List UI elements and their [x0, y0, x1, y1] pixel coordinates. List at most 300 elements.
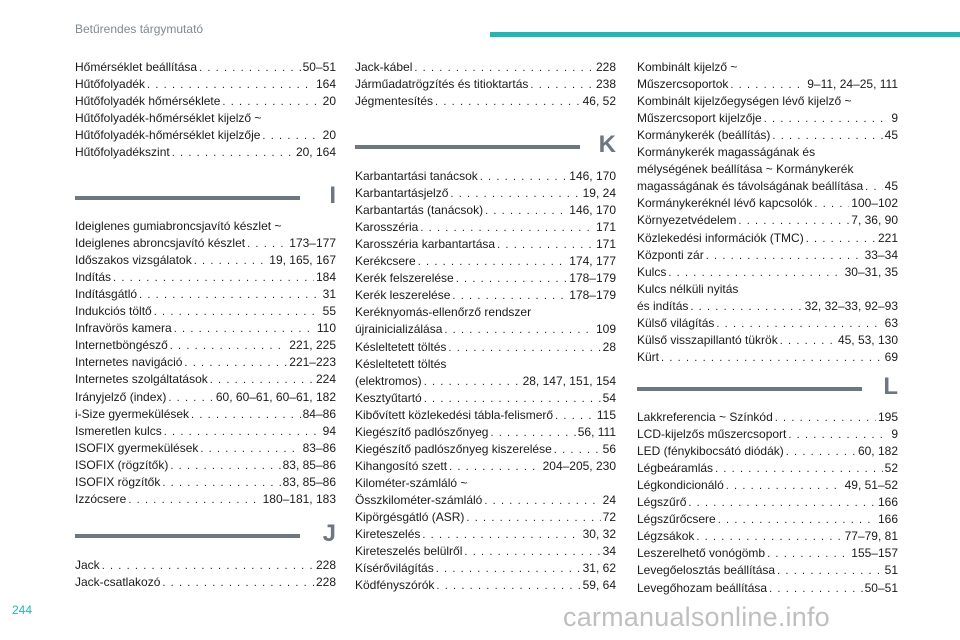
dot-leader	[772, 128, 882, 145]
entry-pages: 20	[322, 94, 336, 109]
dot-leader	[738, 213, 849, 230]
entry-term: Légszűrő	[637, 495, 687, 510]
index-entry	[637, 178, 898, 195]
dot-leader	[418, 254, 568, 271]
index-entry	[637, 426, 898, 443]
entry-pages: 9	[891, 111, 898, 126]
running-header: Betűrendes tárgymutató	[75, 22, 204, 36]
index-entry	[355, 526, 616, 543]
index-entry	[637, 580, 898, 597]
index-entry	[75, 406, 336, 423]
entry-pages: 49, 51–52	[844, 478, 898, 493]
index-entry	[637, 528, 898, 545]
entry-term: Jack-csatlakozó	[75, 575, 161, 590]
dot-leader	[865, 179, 882, 196]
entry-pages: 83–86	[302, 440, 336, 455]
entry-term: Kísérővilágítás	[355, 561, 434, 576]
index-entry	[355, 458, 616, 475]
index-entry	[355, 76, 616, 93]
entry-term: Ideiglenes abroncsjavító készlet	[75, 236, 246, 251]
entry-term: Kombinált kijelző ~	[637, 60, 738, 74]
index-entry	[355, 219, 616, 236]
dot-leader	[780, 333, 836, 350]
entry-pages: 28	[602, 339, 616, 354]
dot-leader	[688, 495, 876, 512]
entry-term: Járműadatrögzítés és titioktartás	[355, 77, 529, 92]
index-entry	[637, 127, 898, 144]
entry-pages: 20	[322, 128, 336, 143]
section-letter: L	[883, 373, 898, 400]
entry-term: Kormánykerék (beállítás)	[637, 128, 771, 143]
index-entry	[637, 59, 898, 76]
entry-pages: 59, 64	[582, 578, 616, 593]
entry-term: Külső világítás	[637, 315, 715, 330]
dot-leader	[191, 407, 301, 424]
entry-pages: 50–51	[302, 60, 336, 74]
entry-term: Indukciós töltő	[75, 304, 152, 319]
entry-term: Internetes navigáció	[75, 355, 183, 370]
section-letter: K	[598, 131, 616, 158]
entry-pages: 72	[602, 510, 616, 524]
index-entry	[637, 195, 898, 212]
index-entry	[75, 235, 336, 252]
entry-term: és indítás	[637, 298, 689, 313]
section-divider	[75, 196, 300, 200]
dot-leader	[113, 270, 314, 287]
entry-pages: 30–31, 35	[844, 264, 898, 279]
dot-leader	[456, 271, 568, 288]
entry-term: Késleltetett töltés	[355, 356, 447, 371]
entry-term: Karbantartásjelző	[355, 186, 449, 201]
entry-term: mélységének beállítása ~ Kormánykerék	[637, 162, 854, 177]
index-entry	[355, 424, 616, 441]
entry-pages: 238	[595, 77, 616, 92]
entry-term: Hőmérséklet beállítása	[75, 60, 198, 74]
entry-term: Kireteszelés belülről	[355, 544, 463, 559]
dot-leader	[222, 94, 320, 111]
index-entry	[637, 545, 898, 562]
entry-pages: 33–34	[864, 247, 898, 262]
entry-pages: 224	[315, 372, 336, 387]
dot-leader	[485, 203, 567, 220]
index-entry	[75, 354, 336, 371]
entry-pages: 30, 32	[582, 527, 616, 542]
dot-leader	[424, 391, 601, 408]
index-entry	[75, 337, 336, 354]
entry-term: ISOFIX (rögzítők)	[75, 457, 169, 472]
dot-leader	[170, 338, 288, 355]
index-entry	[637, 76, 898, 93]
index-entry	[637, 264, 898, 281]
dot-leader	[414, 60, 594, 77]
entry-pages: 46, 52	[582, 94, 616, 109]
entry-term: Kerékcsere	[355, 254, 416, 269]
entry-term: Kulcs	[637, 264, 667, 279]
watermark: carmanualsonline.info	[563, 602, 830, 632]
entry-pages: 77–79, 81	[844, 529, 898, 544]
entry-term: Hűtőfolyadék-hőmérséklet kijelzője	[75, 128, 261, 143]
entry-term: Hűtőfolyadék-hőmérséklet kijelző ~	[75, 111, 262, 126]
entry-term: Internetes szolgáltatások	[75, 372, 208, 387]
dot-leader	[769, 581, 863, 598]
entry-term: magasságának és távolságának beállítása	[637, 179, 864, 194]
entry-term: Jégmentesítés	[355, 94, 434, 109]
dot-leader	[814, 196, 849, 213]
index-entry	[355, 560, 616, 577]
entry-term: Infravörös kamera	[75, 321, 172, 336]
index-entry	[75, 218, 336, 235]
dot-leader	[554, 442, 601, 459]
entry-pages: 20, 164	[295, 145, 336, 160]
index-entry	[355, 543, 616, 560]
entry-term: Leszerelhető vonógömb	[637, 546, 766, 561]
entry-pages: 28, 147, 151, 154	[522, 373, 616, 388]
index-entry	[637, 281, 898, 298]
entry-pages: 109	[595, 322, 616, 337]
entry-pages: 45	[884, 128, 898, 143]
dot-leader	[484, 493, 600, 510]
dot-leader	[452, 288, 567, 305]
entry-term: LED (fénykibocsátó diódák)	[637, 444, 784, 459]
entry-term: Indítás	[75, 270, 112, 285]
entry-term: Karosszéria	[355, 220, 419, 235]
entry-term: Légkondicionáló	[637, 478, 724, 493]
index-entry	[637, 409, 898, 426]
entry-term: Kesztyűtartó	[355, 390, 422, 405]
entry-term: Kibővített közlekedési tábla-felismerő	[355, 407, 554, 422]
entry-term: Kulcs nélküli nyitás	[637, 281, 739, 296]
entry-pages: 52	[884, 461, 898, 476]
index-entry	[637, 161, 898, 178]
dot-leader	[162, 575, 314, 592]
entry-term: Kireteszelés	[355, 527, 421, 542]
index-entry	[637, 212, 898, 229]
entry-term: Kiegészítő padlószőnyeg	[355, 424, 489, 439]
entry-term: Légbeáramlás	[637, 461, 714, 476]
dot-leader	[466, 510, 600, 527]
entry-pages: 110	[316, 321, 336, 336]
dot-leader	[764, 111, 890, 128]
dot-leader	[444, 322, 594, 339]
entry-pages: 94	[322, 423, 336, 438]
entry-pages: 164	[315, 77, 336, 92]
dot-leader	[775, 410, 876, 427]
entry-pages: 178–179	[569, 271, 616, 286]
dot-leader	[184, 355, 287, 372]
dot-leader	[690, 299, 802, 316]
entry-pages: 7, 36, 90	[851, 213, 898, 228]
index-entry	[355, 304, 616, 321]
entry-pages: 34	[602, 544, 616, 559]
entry-pages: 228	[315, 575, 336, 590]
entry-term: Indításgátló	[75, 287, 138, 302]
entry-term: ISOFIX rögzítők	[75, 474, 161, 489]
section-divider	[75, 534, 300, 538]
index-entry	[637, 511, 898, 528]
entry-pages: 228	[315, 558, 336, 572]
entry-term: LCD-kijelzős műszercsoport	[637, 427, 787, 442]
index-entry	[355, 492, 616, 509]
entry-pages: 171	[595, 237, 616, 252]
dot-leader	[436, 578, 580, 595]
entry-term: Levegőelosztás beállítása	[637, 563, 776, 578]
section-divider	[355, 145, 580, 149]
dot-leader	[490, 425, 575, 442]
entry-term: Karbantartás (tanácsok)	[355, 203, 484, 218]
entry-term: Műszercsoportok	[637, 77, 729, 92]
index-entry	[637, 477, 898, 494]
dot-leader	[139, 287, 321, 304]
entry-pages: 31, 62	[582, 561, 616, 576]
entry-term: Kilométer-számláló ~	[355, 475, 468, 490]
index-entry	[75, 110, 336, 127]
entry-term: Jack-kábel	[355, 60, 413, 74]
dot-leader	[706, 248, 863, 265]
entry-pages: 60, 60–61, 60–61, 182	[215, 389, 336, 404]
index-entry	[355, 185, 616, 202]
dot-leader	[200, 441, 300, 458]
dot-leader	[786, 444, 856, 461]
index-entry	[75, 320, 336, 337]
dot-leader	[730, 77, 805, 94]
entry-pages: 9–11, 24–25, 111	[807, 77, 898, 92]
entry-pages: 60, 182	[857, 444, 898, 459]
index-entry	[75, 127, 336, 144]
entry-pages: 100–102	[851, 196, 898, 211]
index-entry	[637, 443, 898, 460]
entry-pages: 221–223	[289, 355, 336, 370]
index-entry	[355, 356, 616, 373]
entry-term: Kiegészítő padlószőnyeg kiszerelése	[355, 441, 552, 456]
index-entry	[355, 373, 616, 390]
entry-term: Izzócsere	[75, 491, 127, 506]
index-entry	[75, 491, 336, 508]
dot-leader	[154, 304, 321, 321]
dot-leader	[435, 94, 581, 111]
entry-pages: 166	[877, 495, 898, 510]
entry-term: Karbantartási tanácsok	[355, 169, 478, 183]
page-number: 244	[12, 603, 33, 617]
entry-term: ISOFIX gyermekülések	[75, 440, 199, 455]
index-entry	[75, 93, 336, 110]
index-entry	[355, 339, 616, 356]
entry-pages: 195	[877, 410, 898, 424]
dot-leader	[210, 372, 314, 389]
dot-leader	[718, 512, 876, 529]
entry-term: Lakkreferencia ~ Színkód	[637, 410, 773, 424]
entry-pages: 50–51	[864, 580, 898, 595]
index-entry	[75, 144, 336, 161]
index-entry	[637, 332, 898, 349]
entry-term: Kihangosító szett	[355, 458, 448, 473]
entry-term: Ködfényszórók	[355, 578, 435, 593]
dot-leader	[777, 563, 883, 580]
index-entry	[637, 110, 898, 127]
index-entry	[75, 303, 336, 320]
index-entry	[637, 315, 898, 332]
index-entry	[355, 93, 616, 110]
entry-pages: 45	[884, 179, 898, 194]
entry-pages: 83, 85–86	[282, 457, 336, 472]
entry-pages: 228	[595, 60, 616, 74]
entry-term: Kürt	[637, 349, 660, 364]
index-entry	[355, 509, 616, 526]
dot-leader	[480, 169, 568, 186]
entry-pages: 171	[595, 220, 616, 235]
entry-term: Központi zár	[637, 247, 704, 262]
entry-pages: 146, 170	[569, 203, 616, 218]
index-entry	[355, 236, 616, 253]
entry-term: Hűtőfolyadékszint	[75, 145, 170, 160]
entry-pages: 32, 32–33, 92–93	[804, 298, 898, 313]
entry-pages: 84–86	[302, 406, 336, 421]
entry-term: Kerék felszerelése	[355, 271, 454, 286]
entry-term: Közlekedési információk (TMC)	[637, 230, 804, 245]
index-entry	[75, 457, 336, 474]
index-entry	[355, 441, 616, 458]
entry-pages: 24	[602, 492, 616, 507]
entry-term: Környezetvédelem	[637, 213, 737, 228]
dot-leader	[102, 558, 314, 575]
dot-leader	[448, 340, 600, 357]
dot-leader	[436, 561, 581, 578]
index-entry	[637, 494, 898, 511]
dot-leader	[174, 321, 315, 338]
dot-leader	[420, 220, 594, 237]
dot-leader	[194, 253, 268, 270]
entry-pages: 9	[891, 427, 898, 442]
dot-leader	[422, 527, 580, 544]
entry-term: Kormánykeréknél lévő kapcsolók	[637, 196, 813, 211]
entry-pages: 155–157	[851, 546, 898, 561]
entry-pages: 174, 177	[569, 254, 616, 269]
index-entry	[355, 59, 616, 76]
entry-term: Karosszéria karbantartása	[355, 237, 496, 252]
entry-term: Kormánykerék magasságának és	[637, 145, 816, 160]
index-entry	[355, 407, 616, 424]
entry-pages: 51	[884, 563, 898, 578]
index-entry	[637, 562, 898, 579]
dot-leader	[199, 60, 301, 77]
entry-term: Internetböngésző	[75, 338, 168, 353]
index-entry	[637, 93, 898, 110]
index-entry	[355, 390, 616, 407]
entry-pages: 221, 225	[289, 338, 336, 353]
entry-pages: 19, 165, 167	[269, 253, 336, 268]
dot-leader	[715, 461, 883, 478]
index-entry	[75, 557, 336, 574]
index-entry	[637, 247, 898, 264]
index-entry	[355, 321, 616, 338]
dot-leader	[262, 128, 320, 145]
index-entry	[75, 269, 336, 286]
entry-pages: 184	[315, 270, 336, 285]
entry-term: Ismeretlen kulcs	[75, 423, 162, 438]
index-entry	[75, 389, 336, 406]
dot-leader	[806, 231, 876, 248]
entry-term: Hűtőfolyadék	[75, 77, 146, 92]
dot-leader	[449, 459, 541, 476]
index-entry	[355, 287, 616, 304]
index-entry	[355, 475, 616, 492]
entry-term: Jack	[75, 558, 100, 572]
index-entry	[637, 144, 898, 161]
entry-term: Összkilométer-számláló	[355, 492, 483, 507]
entry-pages: 56	[602, 441, 616, 456]
index-entry	[75, 574, 336, 591]
entry-term: Légzsákok	[637, 529, 695, 544]
entry-pages: 204–205, 230	[542, 458, 616, 473]
entry-pages: 63	[884, 315, 898, 330]
dot-leader	[726, 478, 843, 495]
dot-leader	[450, 186, 580, 203]
index-entry	[355, 202, 616, 219]
index-entry	[637, 349, 898, 366]
dot-leader	[424, 374, 521, 391]
entry-term: Légszűrőcsere	[637, 512, 716, 527]
dot-leader	[170, 458, 280, 475]
entry-term: Kombinált kijelzőegységen lévő kijelző ~	[637, 94, 852, 109]
dot-leader	[497, 237, 594, 254]
entry-pages: 221	[877, 230, 898, 245]
entry-term: Irányjelző (index)	[75, 389, 167, 404]
entry-pages: 55	[322, 304, 336, 319]
dot-leader	[668, 265, 842, 282]
entry-pages: 69	[884, 349, 898, 364]
index-entry	[75, 474, 336, 491]
entry-term: Késleltetett töltés	[355, 339, 447, 354]
entry-pages: 31	[322, 287, 336, 302]
dot-leader	[555, 408, 595, 425]
dot-leader	[164, 424, 321, 441]
dot-leader	[767, 546, 849, 563]
section-letter: I	[329, 182, 336, 209]
dot-leader	[464, 544, 600, 561]
entry-pages: 45, 53, 130	[837, 332, 898, 347]
dot-leader	[530, 77, 594, 94]
entry-pages: 19, 24	[582, 186, 616, 201]
index-entry	[355, 270, 616, 287]
index-entry	[355, 168, 616, 185]
dot-leader	[247, 236, 287, 253]
index-entry	[355, 577, 616, 594]
dot-leader	[172, 145, 294, 162]
dot-leader	[661, 350, 883, 367]
entry-pages: 178–179	[569, 288, 616, 303]
index-entry	[75, 423, 336, 440]
dot-leader	[162, 475, 280, 492]
entry-term: (elektromos)	[355, 373, 422, 388]
dot-leader	[716, 316, 882, 333]
index-entry	[75, 59, 336, 76]
entry-term: Kipörgésgátló (ASR)	[355, 510, 465, 524]
entry-term: Időszakos vizsgálatok	[75, 253, 192, 268]
header-accent-bar	[490, 32, 960, 37]
entry-term: Hűtőfolyadék hőmérséklete	[75, 94, 221, 109]
index-entry	[75, 440, 336, 457]
entry-term: Műszercsoport kijelzője	[637, 111, 762, 126]
dot-leader	[696, 529, 842, 546]
index-entry	[75, 371, 336, 388]
entry-pages: 54	[602, 390, 616, 405]
dot-leader	[788, 427, 889, 444]
entry-term: i-Size gyermekülések	[75, 406, 190, 421]
index-entry	[637, 230, 898, 247]
entry-pages: 180–181, 183	[262, 491, 336, 506]
index-entry	[637, 298, 898, 315]
index-entry	[75, 286, 336, 303]
index-entry	[355, 253, 616, 270]
